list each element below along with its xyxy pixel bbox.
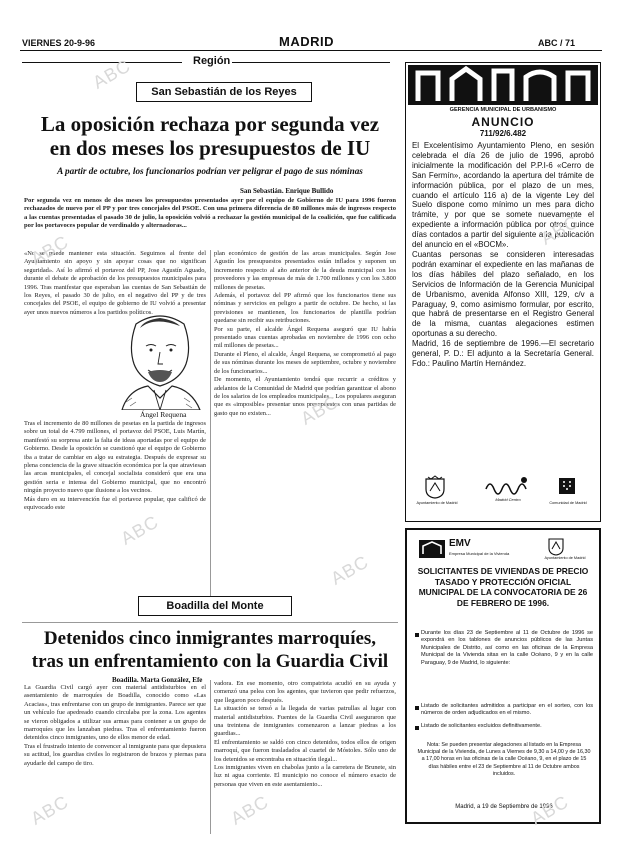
article1-col2: plan económico de gestión de las arcas municipales. Según Jose Agustín los presupuestos presentados están inflados y suponen un incremento respecto al año anterior de la deuda municipal con los proveedores y las empresas de más de 1.700 millones y con los 3.800 millones de pesetas. Además, el portavoz del PP afirmó que los funcionarios tiene sus nóminas y servicios en peligro a partir de octubre. De hecho, si las previsiones se mantienen, los funcionarios de plantilla podrían quedarse sin recibir sus retribuciones. Por su parte, el alcalde Ángel Requena aseguró que IU había presentado unas cuentas aprobadas en noviembre de 1996 con ocho mil millones de pesetas... Durante el Pleno, el alcalde, Ángel Requena, se comprometió al pago de sus nóminas durante los meses de septiembre, octubre y noviembre de los funcionarios... De momento, el Ayuntamiento tendrá que recurrir a créditos y adelantos de la Comunidad de Madrid que podrían garantizar el abono de los salarios de los empleados municipales... Los populares aseguran que es «imposible» presentar unos presupuestos con unas partidas de gasto que no existen...: [214, 250, 396, 417]
gerencia-org: GERENCIA MUNICIPAL DE URBANISMO: [449, 107, 557, 113]
emv-logo-icon: [419, 540, 445, 558]
article1-headline-1: La oposición rechaza por segunda vez: [40, 112, 380, 136]
portrait-caption: Ángel Requena: [140, 410, 187, 419]
article1-kicker: San Sebastián de los Reyes: [136, 82, 312, 102]
gerencia-footer-right: Comunidad de Madrid: [549, 501, 587, 505]
article-separator: [22, 622, 398, 623]
emv-title: SOLICITANTES DE VIVIENDAS DE PRECIO TASADO Y PROTECCIÓN OFICIAL MUNICIPAL DE LA CONVOCATORIA DE 26 DE FEBRERO DE 1996.: [417, 566, 589, 608]
gerencia-ref: 711/92/6.482: [479, 129, 527, 138]
watermark-1: ABC: [89, 55, 135, 93]
gerencia-footer-left: Ayuntamiento de Madrid: [416, 501, 458, 505]
ad-emv: [405, 528, 601, 824]
comunidad-crest-icon: [556, 475, 578, 499]
emv-madrid-crest-icon: [547, 536, 565, 556]
header-page: ABC / 71: [538, 38, 576, 48]
watermark-8: ABC: [327, 551, 373, 589]
bullet-2-icon: [415, 706, 419, 710]
article1-col1-side: [24, 324, 114, 414]
article1-col1-top: «No se puede mantener esta situación. Seguimos al frente del Ayuntamiento sin apoyo y sin apoyar cosas que no significan seguridad». Así lo afirmó el portavoz del PP, Jose Agustín Aguado, durante el debate de aprobación de los presupuestos municipales para 1996. Tras manifestar que esperaban las cuentas de San Sebastián de los Reyes, el pasado 30 de julio, en el negativo del PP y de tres concejales del PSOE, el equipo de gobierno de IU volvió a presentar ayer unos nuevos números a los partidos políticos.: [24, 250, 206, 316]
emv-logo: EMV: [449, 538, 471, 549]
article1-col-divider: [210, 250, 211, 616]
article1-subhead: A partir de octubre, los funcionarios podrían ver peligrar el pago de sus nóminas: [57, 166, 363, 176]
article2-headline-2: tras un enfrentamiento con la Guardia Civil: [31, 651, 389, 672]
article2-byline: Boadilla. Marta González, Efe: [112, 676, 203, 684]
emv-item2: Listado de solicitantes admitidos a participar en el sorteo, con los números de orden adjudicados en el mismo.: [421, 703, 593, 717]
region-rule-right: [232, 62, 390, 63]
emv-logo-sub: Empresa Municipal de la Vivienda: [449, 551, 510, 556]
watermark-4: ABC: [537, 211, 583, 249]
article1-col1-bottom: Tras el incremento de 80 millones de pesetas en la partida de ingresos sobre un total de 4.799 millones, el portavoz del PSOE, Luis Martín, manifestó su sorpresa ante la falta de ideas aportadas por el equipo de Gobierno. Desde la oposición se cuestionó que el equipo de Gobierno iba a tratar de cambiar en algo su estrategia. Después de expresar su plena conciencia de la grave situación económica por la que atraviesan las arcas municipales, el concejal socialista consideró que era una gestión seria e intensa del Gobierno municipal, que no encontró ningún proyecto nuevo que ilusione a los vecinos. Más duro en su intervención fue el portavoz popular, que calificó de equivocado este: [24, 420, 206, 512]
emv-signoff: Madrid, a 19 de Septiembre de 1996: [455, 804, 553, 810]
article1-byline: San Sebastián. Enrique Bullido: [240, 187, 334, 195]
header-date: VIERNES 20-9-96: [22, 38, 96, 48]
article2-headline-1: Detenidos cinco inmigrantes marroquíes,: [43, 628, 377, 649]
madrid-crest-icon: [424, 475, 446, 499]
gerencia-footer-center: Madrid Centro: [495, 497, 521, 502]
watermark-9: ABC: [527, 791, 573, 829]
header-section: MADRID: [279, 34, 334, 49]
emv-item3: Listado de solicitantes excluidos definitivamente.: [421, 723, 542, 729]
region-rule-left: [22, 62, 182, 63]
watermark-7: ABC: [227, 791, 273, 829]
article1-lead: Por segunda vez en menos de dos meses los presupuestos presentados ayer por el equipo de Gobierno de IU para 1996 fueron rechazados de nuevo por el PP y por tres concejales del PSOE. Con una primera diferencia de 80 millones más de ingresos respecto a las cuentas presentadas el pasado 30 de julio, la oposición volvió a rechazar la gestión municipal de la coalición, que fue calificada por los portavoces popular de verdinaldo y alternadoras...: [24, 197, 396, 230]
watermark-6: ABC: [27, 791, 73, 829]
bullet-1-icon: [415, 633, 419, 637]
gerencia-title: ANUNCIO: [471, 115, 535, 129]
article2-col2: vadora. En ese momento, otro compatriota acudió en su ayuda y comenzó una pelea con los agentes, que tuvieron que pedir refuerzos, que llegaron poco después. La situación se tensó a la llegada de varias patrullas al lugar con material antidisturbios. Fuentes de la Guardia Civil aseguraron que una treintena de inmigrantes comenzaron a lanzar piedras a los guardias... El enfrentamiento se saldó con cinco detenidos, todos ellos de origen marroquí, que fueron trasladados al cuartel de Móstoles. Sólo uno de los detenidos se encontraba en situación ilegal... Los inmigrantes viven en chabolas junto a la carretera de Brunete, sin luz ni agua corriente. El municipio no conoce el número exacto de personas que viven en este asentamiento...: [214, 680, 396, 788]
emv-right-logo: Ayuntamiento de Madrid: [544, 556, 586, 560]
watermark-3: ABC: [297, 391, 343, 429]
watermark-2: ABC: [27, 231, 73, 269]
gerencia-body: El Excelentísimo Ayuntamiento Pleno, en sesión celebrada el día 26 de julio de 1996, aprobó inicialmente la modificación del P.P.I-6 «Cerro de San Fermín», acordando la apertura del trámite de información pública, por el plazo de un mes, cuando el artículo 116 a) de la vigente Ley del Suelo dispone como mínimo un mes para dicho trámite, y por que se somete nuevamente el expediente a información pública por otros quince días contados a partir del siguiente a la publicación del anuncio en el «BOCM». Cuantas personas se consideren interesadas podrán examinar el expediente en las mañanas de los días hábiles del plazo señalado, en los Servicios de Información de la Gerencia Municipal de Urbanismo, avenida Alfonso XIII, 129, c/v a Paraguay, 9, como asimismo formular, por escrito, que habrá de presentarse en el Registro General de la misma, cuantas alegaciones estimen oportunas a su derecho. Madrid, 16 de septiembre de 1996.—El secretario general, P. D.: El adjunto a la Secretaría General. Fdo.: Paulino Martín Hernández.: [412, 141, 594, 368]
header-rule: [20, 50, 602, 51]
article2-col1: La Guardia Civil cargó ayer con material antidisturbios en el asentamiento de marroquíes de Boadilla, conocido como «Las Acacias», tras enfrentarse con un grupo de inmigrantes. Parece ser que un vehículo fue apedreado cuando circulaba por la zona. Los agentes se vieron obligados a utilizar sus armas para contener a un grupo de marroquíes que les lanzaban piedras. Tras el enfrentamiento fueron detenidos cinco inmigrantes, uno de ellos menor de edad. Tras el frustrado intento de convencer al inmigrante para que depusiera su actitud, los guardias civiles lo registraron de brazos y piernas para ayudarle del campo de tiro.: [24, 684, 206, 767]
article2-col-divider: [210, 680, 211, 834]
region-label: Región: [193, 55, 231, 67]
ad-gerencia: [405, 62, 601, 522]
watermark-5: ABC: [117, 511, 163, 549]
emv-note: Nota: Se pueden presentar alegaciones al listado en la Empresa Municipal de la Vivienda, de Lunes a Viernes de 9,30 a 14,00 y de 16,30 a 17,00 horas en las oficinas de la calle Océano, 9, en el plazo de 15 días hábiles entre el 23 de Septiembre al 11 de Octubre ambos incluidos.: [417, 742, 591, 777]
article2-kicker: Boadilla del Monte: [138, 596, 292, 616]
portrait-image: [114, 306, 206, 410]
bullet-3-icon: [415, 726, 419, 730]
article1-headline-2: en dos meses los presupuestos de IU: [49, 136, 371, 160]
emv-item1: Durante los días 23 de Septiembre al 11 de Octubre de 1996 se expondrá en los tablones de anuncios públicos de las Juntas Municipales de Distrito, así como en las oficinas de la Empresa Municipal de la Vivienda sitas en la calle Océano, 9 y en la calle Paraguay, 9 de Madrid, lo siguiente:: [421, 630, 593, 666]
gerencia-logo-graphic: [408, 65, 598, 105]
madrid-centro-logo: [484, 475, 532, 495]
